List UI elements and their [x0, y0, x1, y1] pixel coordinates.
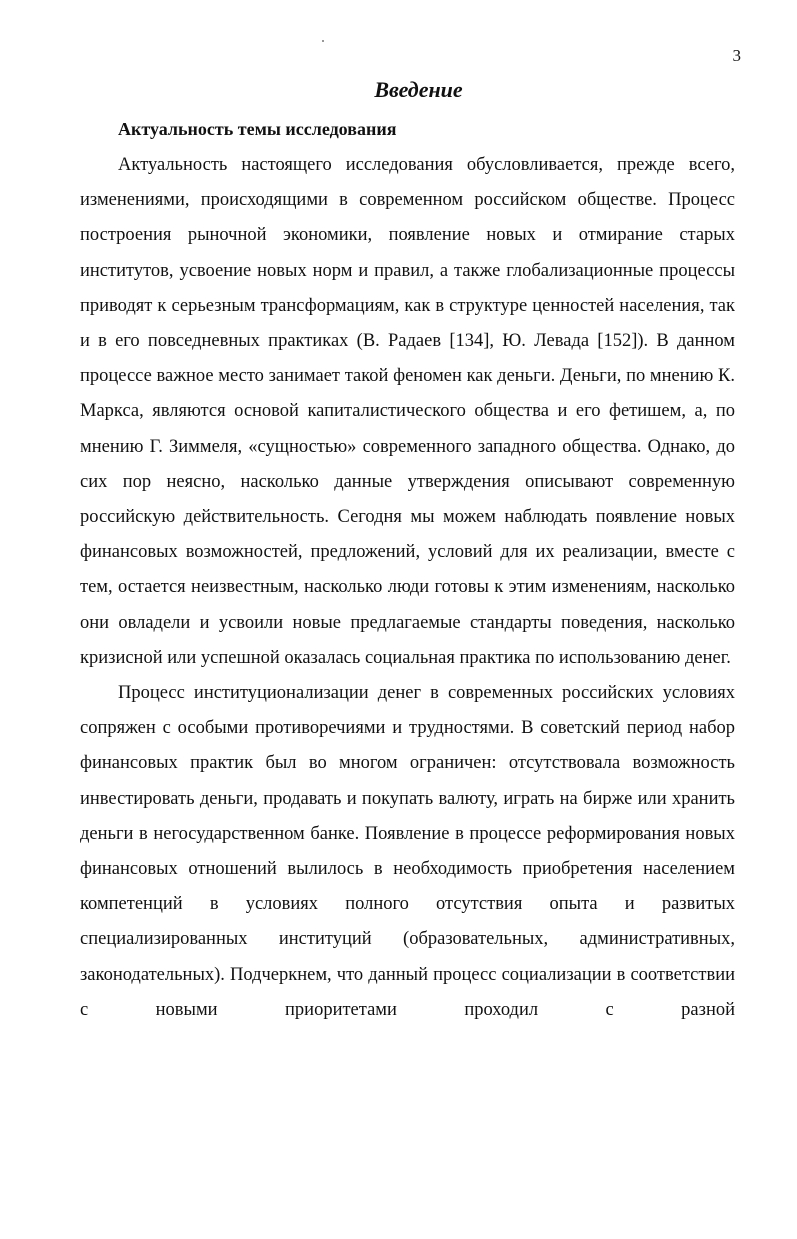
body-text: [80, 148, 735, 1028]
scan-speck: [322, 40, 324, 42]
page-number: 3: [732, 46, 741, 65]
paragraph-1: Актуальность настоящего исследования обусловливается, прежде всего, изменениями, происходящими в современном российском обществе. Процесс построения рыночной экономики, появление новых и отмирание старых институтов, усвоение новых норм и правил, а также глобализационные процессы приводят к серьезным трансформациям, как в структуре ценностей населения, так и в его повседневных практиках (В. Радаев [134], Ю. Левада [152]). В данном процессе важное место занимает такой феномен как деньги. Деньги, по мнению К. Маркса, являются основой капиталистического общества и его фетишем, а, по мнению Г. Зиммеля, «сущностью» современного западного общества. Однако, до сих пор неясно, насколько данные утверждения описывают современную российскую действительность. Сегодня мы можем наблюдать появление новых финансовых возможностей, предложений, условий для их реализации, вместе с тем, остается неизвестным, насколько люди готовы к этим изменениям, насколько они овладели и усвоили новые предлагаемые стандарты поведения, насколько кризисной или успешной оказалась социальная практика по использованию денег.: [80, 155, 735, 668]
paragraph-2: Процесс институционализации денег в современных российских условиях сопряжен с особыми противоречиями и трудностями. В советский период набор финансовых практик был во многом ограничен: отсутствовала возможность инвестировать деньги, продавать и покупать валюту, играть на бирже или хранить деньги в негосударственном банке. Появление в процессе реформирования новых финансовых отношений вылилось в необходимость приобретения населением компетенций в условиях полного отсутствия опыта и развитых специализированных институций (образовательных, административных, законодательных). Подчеркнем, что данный процесс социализации в соответствии с новыми приоритетами проходил с разной: [80, 683, 735, 1020]
section-title: Введение: [374, 77, 463, 102]
section-subtitle: Актуальность темы исследования: [118, 119, 397, 139]
